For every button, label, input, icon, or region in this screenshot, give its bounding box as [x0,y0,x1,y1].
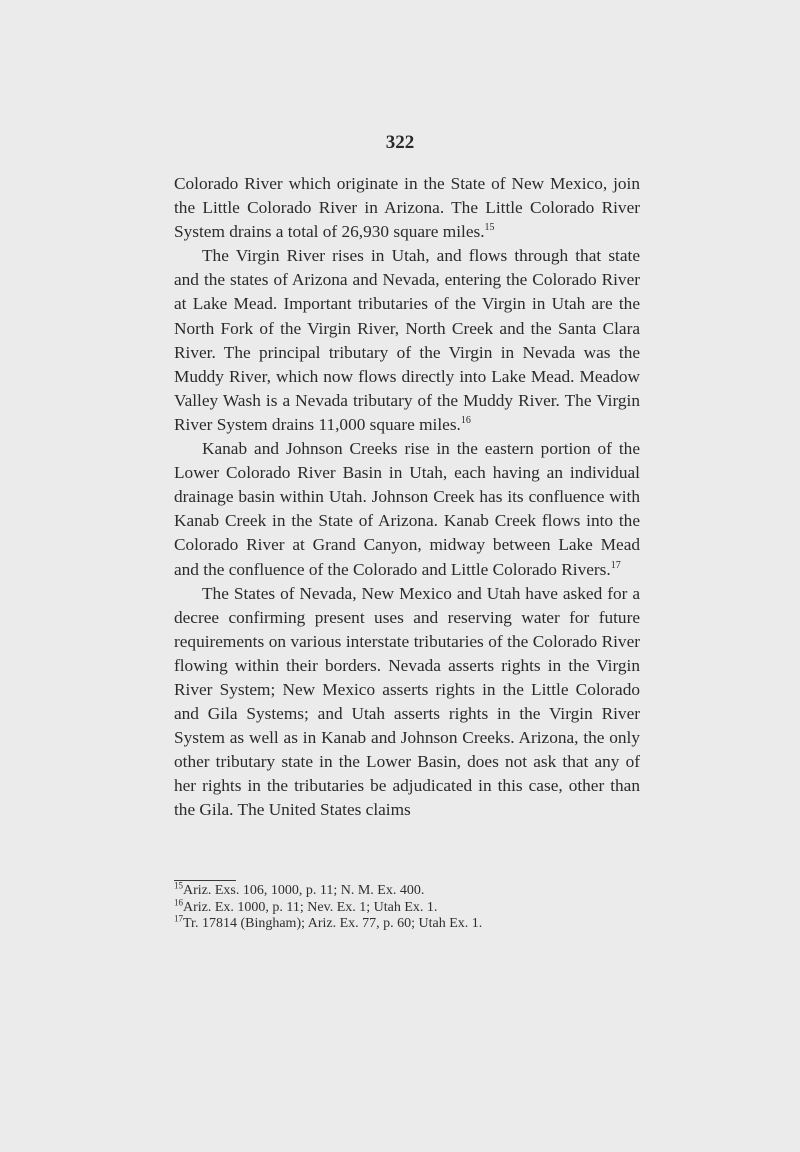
body-text [174,172,640,823]
footnote [174,880,640,900]
footnote-divider [174,880,236,881]
paragraph [174,244,640,437]
footnote-marker: 16 [174,896,183,907]
page-number: 322 [385,132,415,153]
paragraph-text: The Virgin River rises in Utah, and flows through that state and the states of Arizona and Nevada, entering the Colorado River at Lake Mead. Important tributaries of the Virgin in Utah are the North Fork of the Virgin River, North Creek and the Santa Clara River. The principal tributary of the Virgin in Nevada was the Muddy River, which now flows directly into Lake Mead. Meadow Valley Wash is a Nevada tributary of the Muddy River. The Virgin River System drains 11,000 square miles. [174,246,640,434]
paragraph [174,582,640,823]
footnotes [174,880,640,933]
paragraph-text: Colorado River which originate in the State of New Mexico, join the Little Colorado River in Arizona. The Little Colorado River System drains a total of 26,930 square miles. [174,174,640,242]
footnote [174,913,640,933]
footnote-marker: 15 [174,880,183,891]
footnote-ref: 16 [460,415,471,427]
footnote-text: Tr. 17814 (Bingham); Ariz. Ex. 77, p. 60; Utah Ex. 1. [183,916,483,931]
paragraph-text: Kanab and Johnson Creeks rise in the eastern portion of the Lower Colorado River Basin in Utah, each having an individual drainage basin within Utah. Johnson Creek has its confluence with Kanab Creek in the State of Arizona. Kanab Creek flows into the Colorado River at Grand Canyon, midway between Lake Mead and the confluence of the Colorado and Little Colorado Rivers. [174,439,640,579]
footnote-text: Ariz. Ex. 1000, p. 11; Nev. Ex. 1; Utah Ex. 1. [183,899,438,915]
footnote-ref: 17 [610,559,621,571]
paragraph [174,437,640,582]
footnote [174,896,640,917]
footnote-ref: 15 [484,222,495,234]
paragraph [174,172,640,244]
footnote-marker: 17 [174,913,183,924]
footnote-text: Ariz. Exs. 106, 1000, p. 11; N. M. Ex. 400. [183,883,425,898]
paragraph-text: The States of Nevada, New Mexico and Utah have asked for a decree confirming present uses and reserving water for future requirements on various interstate tributaries of the Colorado River flowing within their borders. Nevada asserts rights in the Virgin River System; New Mexico asserts rights in the Little Colorado and Gila Systems; and Utah asserts rights in the Virgin River System as well as in Kanab and Johnson Creeks. Arizona, the only other tributary state in the Lower Basin, does not ask that any of her rights in the tributaries be adjudicated in this case, other than the Gila. The United States claims [174,583,640,820]
